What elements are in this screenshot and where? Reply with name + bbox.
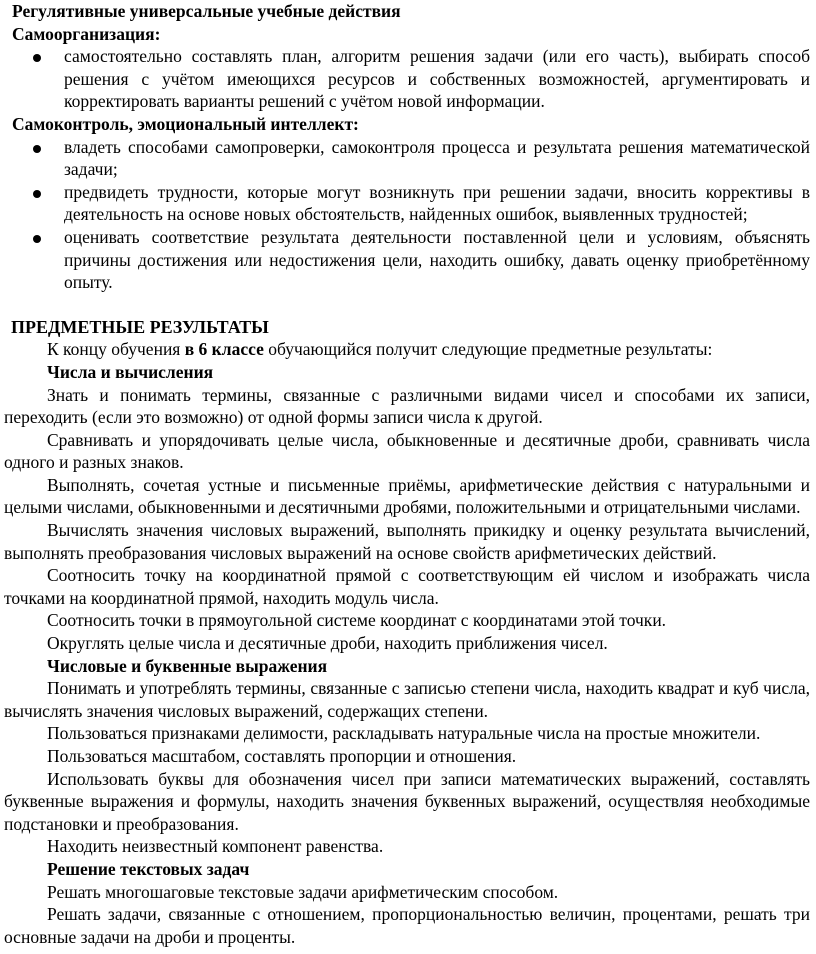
expressions-paragraph: Пользоваться признаками делимости, раскладывать натуральные числа на простые множители.: [47, 723, 761, 744]
list-item: предвидеть трудности, которые могут возникнуть при решении задачи, вносить коррективы в деятельность на основе новых обстоятельств, найденных ошибок, выявленных трудностей;: [4, 181, 810, 226]
bullet-icon: [33, 235, 41, 243]
bullet-icon: [33, 54, 41, 62]
bullet-icon: [33, 145, 41, 153]
numbers-paragraph: Выполнять, сочетая устные и письменные приёмы, арифметические действия с натуральными и целыми числами, обыкновенными и десятичными дробями, положительными и отрицательными числами.: [4, 474, 810, 518]
numbers-paragraph: Знать и понимать термины, связанные с различными видами чисел и способами их записи, переходить (если это возможно) от одной формы записи числа к другой.: [4, 384, 810, 428]
subject-results-title: ПРЕДМЕТНЫЕ РЕЗУЛЬТАТЫ: [11, 316, 269, 337]
numbers-paragraph: Сравнивать и упорядочивать целые числа, обыкновенные и десятичные дроби, сравнивать числа одного и разных знаков.: [4, 429, 810, 473]
expressions-heading: Числовые и буквенные выражения: [47, 655, 328, 676]
numbers-heading: Числа и вычисления: [47, 361, 214, 382]
numbers-paragraph: Соотносить точку на координатной прямой с соответствующим ей числом и изображать числа точками на координатной прямой, находить модуль числа.: [4, 565, 810, 608]
list-item: владеть способами самопроверки, самоконтроля процесса и результата решения математической задачи;: [4, 136, 810, 181]
self-control-list: [4, 136, 810, 294]
expressions-paragraph: Понимать и употреблять термины, связанные с записью степени числа, находить квадрат и куб числа, вычислять значения числовых выражений, содержащих степени.: [4, 678, 810, 721]
regulatory-title: Регулятивные универсальные учебные действия: [12, 1, 401, 21]
self-control-heading: Самоконтроль, эмоциональный интеллект:: [12, 113, 359, 134]
self-organization-list: [4, 45, 810, 113]
bullet-icon: [33, 190, 41, 198]
expressions-paragraph: Пользоваться масштабом, составлять пропорции и отношения.: [47, 746, 517, 766]
word-problems-heading: Решение текстовых задач: [47, 858, 250, 879]
word-problems-paragraph: Решать задачи, связанные с отношением, пропорциональностью величин, процентами, решать три основные задачи на дроби и проценты.: [4, 904, 810, 947]
spacer: [4, 294, 810, 316]
expressions-paragraph: Использовать буквы для обозначения чисел при записи математических выражений, составлять буквенные выражения и формулы, находить значения буквенных выражений, осуществляя необходимые подстановки и преобразования.: [4, 768, 810, 834]
list-item: самостоятельно составлять план, алгоритм решения задачи (или его часть), выбирать способ решения с учётом имеющихся ресурсов и собственных возможностей, аргументировать и корректировать варианты решений с учётом новой информации.: [4, 45, 810, 113]
subject-results-intro: К концу обучения в 6 классе обучающийся получит следующие предметные результаты:: [47, 339, 713, 360]
word-problems-paragraph: Решать многошаговые текстовые задачи арифметическим способом.: [47, 881, 559, 902]
self-organization-heading: Самоорганизация:: [12, 23, 161, 44]
numbers-paragraph: Соотносить точки в прямоугольной системе координат с координатами этой точки.: [47, 610, 667, 631]
numbers-paragraph: Округлять целые числа и десятичные дроби, находить приближения чисел.: [47, 633, 608, 654]
list-item: оценивать соответствие результата деятельности поставленной цели и условиям, объяснять причины достижения или недостижения цели, находить ошибку, давать оценку приобретённому опыту.: [4, 226, 810, 294]
numbers-paragraph: Вычислять значения числовых выражений, выполнять прикидку и оценку результата вычислений, выполнять преобразования числовых выражений на основе свойств арифметических действий.: [4, 520, 810, 563]
expressions-paragraph: Находить неизвестный компонент равенства.: [47, 836, 384, 857]
